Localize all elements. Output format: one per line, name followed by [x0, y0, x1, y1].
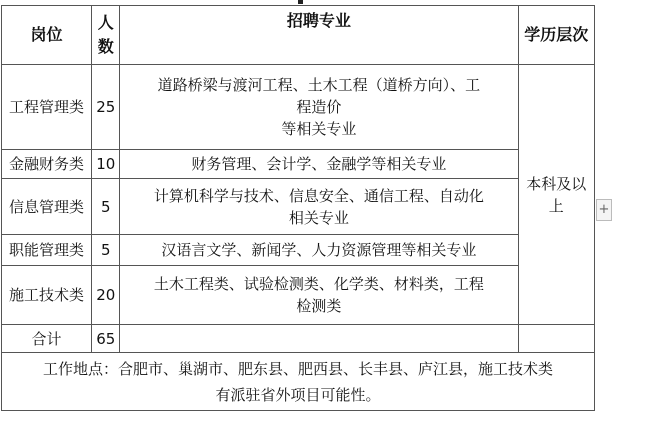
edu-merged-cell: [518, 65, 595, 325]
location-line: 有派驻省外项目可能性。: [215, 385, 381, 404]
major-line: 相关专业: [288, 208, 349, 227]
table-row: [2, 235, 595, 266]
major-line: 土木工程类、试验检测类、化学类、材料类，工程: [153, 275, 484, 293]
major-cell: 汉语言文学、新闻学、人力资源管理等相关专业: [120, 235, 518, 266]
location-line: 工作地点：合肥市、巢湖市、肥东县、肥西县、长丰县、庐江县，施工技术类: [42, 359, 553, 378]
num-cell: 25: [92, 65, 120, 150]
location-cell: [2, 353, 595, 411]
total-row: [2, 325, 595, 353]
major-cell: [120, 65, 518, 150]
cursor-mark: [298, 0, 303, 4]
post-cell: 金融财务类: [2, 150, 92, 179]
num-cell: 5: [92, 179, 120, 235]
num-cell: 5: [92, 235, 120, 266]
major-cell: [120, 266, 518, 325]
major-cell: 财务管理、会计学、金融学等相关专业: [120, 150, 518, 179]
header-major: 招聘专业: [120, 6, 518, 65]
major-cell: [120, 179, 518, 235]
header-edu: 学历层次: [518, 6, 595, 65]
total-num: 65: [92, 325, 120, 353]
expand-column-button[interactable]: +: [596, 199, 612, 221]
location-row: [2, 353, 595, 411]
num-cell: 20: [92, 266, 120, 325]
total-major-empty: [120, 325, 518, 353]
header-row: [2, 6, 595, 65]
post-cell: 信息管理类: [2, 179, 92, 235]
header-num-line1: 人: [97, 13, 114, 32]
header-post: 岗位: [2, 6, 92, 65]
total-label: 合计: [2, 325, 92, 353]
recruitment-table: [1, 5, 595, 411]
major-line: 道路桥梁与渡河工程、土木工程（道桥方向）、工: [157, 76, 481, 94]
table-row: [2, 179, 595, 235]
table-row: [2, 266, 595, 325]
major-line: 程造价: [296, 98, 342, 116]
edu-line: 本科及以: [526, 174, 587, 193]
header-num: [92, 6, 120, 65]
header-num-line2: 数: [97, 37, 114, 56]
post-cell: 工程管理类: [2, 65, 92, 150]
major-line: 等相关专业: [281, 120, 357, 138]
table-row: [2, 150, 595, 179]
post-cell: 施工技术类: [2, 266, 92, 325]
edu-line: 上: [548, 196, 564, 215]
major-line: 检测类: [296, 297, 342, 315]
table-row: [2, 65, 595, 150]
post-cell: 职能管理类: [2, 235, 92, 266]
total-edu-empty: [518, 325, 595, 353]
num-cell: 10: [92, 150, 120, 179]
major-line: 计算机科学与技术、信息安全、通信工程、自动化: [153, 186, 484, 205]
